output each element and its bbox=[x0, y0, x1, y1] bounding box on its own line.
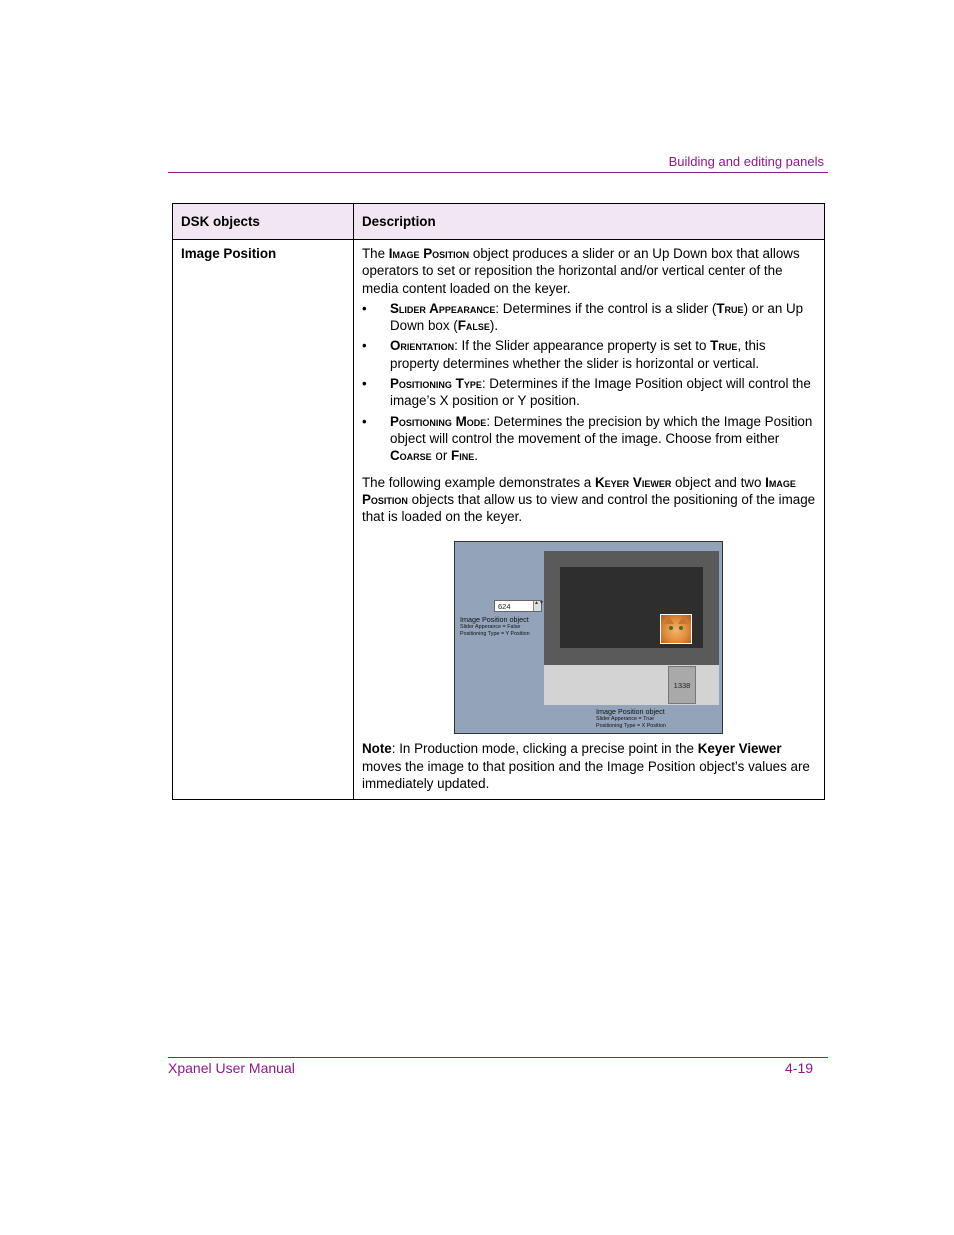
slider-caption bbox=[596, 707, 666, 729]
kitten-ear-icon bbox=[664, 616, 674, 624]
caption-title: Image Position object bbox=[596, 707, 665, 717]
note-paragraph bbox=[362, 740, 816, 792]
property-text: : If the Slider appearance property is set to bbox=[454, 338, 711, 354]
kitten-image-icon bbox=[660, 614, 692, 644]
note-text: : In Production mode, clicking a precise point in the bbox=[391, 741, 698, 757]
caption-line: Positioning Type = X Position bbox=[596, 722, 666, 729]
footer-manual-title: Xpanel User Manual bbox=[168, 1060, 295, 1076]
column-header-description: Description bbox=[354, 204, 825, 240]
kitten-eye-icon bbox=[669, 626, 673, 630]
example-text: object and two bbox=[671, 474, 766, 490]
footer-page-number: 4-19 bbox=[785, 1060, 814, 1076]
property-text: : Determines if the control is a slider ( bbox=[495, 300, 717, 316]
caption-line: Slider Apperance = False bbox=[460, 624, 521, 631]
list-item bbox=[362, 375, 816, 410]
object-name-cell: Image Position bbox=[173, 240, 354, 800]
example-text: objects that allow us to view and control the positioning of the image that is loaded on the keyer. bbox=[362, 491, 816, 525]
kitten-ear-icon bbox=[678, 616, 688, 624]
updown-arrows-icon[interactable]: ▲▼ bbox=[533, 601, 541, 611]
running-header: Building and editing panels bbox=[668, 154, 824, 169]
property-term: Orientation bbox=[390, 338, 455, 354]
bullet-icon: • bbox=[362, 376, 367, 392]
note-keyer-viewer: Keyer Viewer bbox=[697, 741, 782, 757]
example-text: The following example demonstrates a bbox=[362, 474, 595, 490]
value-term: Fine bbox=[451, 448, 475, 464]
intro-text: The bbox=[362, 246, 389, 261]
list-item bbox=[362, 300, 816, 335]
keyer-viewer-term: Keyer Viewer bbox=[594, 474, 672, 490]
property-term: Slider Appearance bbox=[390, 300, 496, 316]
value-term: False bbox=[457, 318, 490, 334]
value-term: Coarse bbox=[390, 448, 432, 464]
bullet-icon: • bbox=[362, 300, 367, 316]
bullet-icon: • bbox=[362, 338, 367, 354]
column-header-dsk-objects: DSK objects bbox=[173, 204, 354, 240]
value-term: True bbox=[710, 338, 738, 354]
horizontal-slider-thumb[interactable]: 1338 bbox=[668, 666, 696, 704]
property-text: ). bbox=[489, 318, 499, 334]
property-text: or bbox=[431, 448, 452, 464]
note-label: Note bbox=[362, 741, 392, 757]
dsk-objects-table bbox=[172, 203, 825, 800]
property-text: . bbox=[474, 448, 478, 464]
footer-rule bbox=[168, 1057, 828, 1058]
example-paragraph bbox=[362, 474, 816, 526]
property-term: Positioning Type bbox=[390, 376, 482, 392]
caption-title: Image Position object bbox=[460, 615, 529, 625]
description-cell bbox=[354, 240, 825, 800]
intro-paragraph bbox=[362, 245, 816, 297]
bullet-icon: • bbox=[362, 413, 367, 429]
property-text: ) or an Up Down box ( bbox=[390, 300, 804, 334]
table-row bbox=[173, 240, 825, 800]
list-item bbox=[362, 413, 816, 465]
property-text: : Determines the precision by which the Image Position object will control the movement of the image. Choose from either bbox=[390, 413, 813, 446]
intro-text-rest: object produces a slider or an Up Down box that allows operators to set or reposition the horizontal and/or vertical center of the media content loaded on the keyer. bbox=[362, 246, 800, 296]
table-header-row bbox=[173, 204, 825, 240]
intro-object-term: Image Position bbox=[388, 246, 470, 261]
property-text: , this property determines whether the slider is horizontal or vertical. bbox=[390, 338, 766, 371]
property-term: Positioning Mode bbox=[390, 413, 487, 429]
header-rule bbox=[168, 172, 828, 173]
list-item bbox=[362, 337, 816, 372]
kitten-eye-icon bbox=[679, 626, 683, 630]
caption-line: Positioning Type = Y Position bbox=[460, 630, 530, 637]
updown-box[interactable] bbox=[494, 600, 542, 612]
property-list bbox=[362, 300, 816, 465]
note-text: moves the image to that position and the Image Position object’s values are immediately updated. bbox=[362, 758, 810, 792]
image-position-term: Image Position bbox=[362, 474, 796, 507]
updown-caption bbox=[460, 615, 530, 637]
caption-line: Slider Apperance = True bbox=[596, 716, 654, 723]
example-figure bbox=[454, 541, 723, 734]
updown-value: 624 bbox=[498, 602, 511, 612]
value-term: True bbox=[716, 300, 744, 316]
property-text: : Determines if the Image Position object will control the image’s X position or Y position. bbox=[390, 376, 811, 409]
